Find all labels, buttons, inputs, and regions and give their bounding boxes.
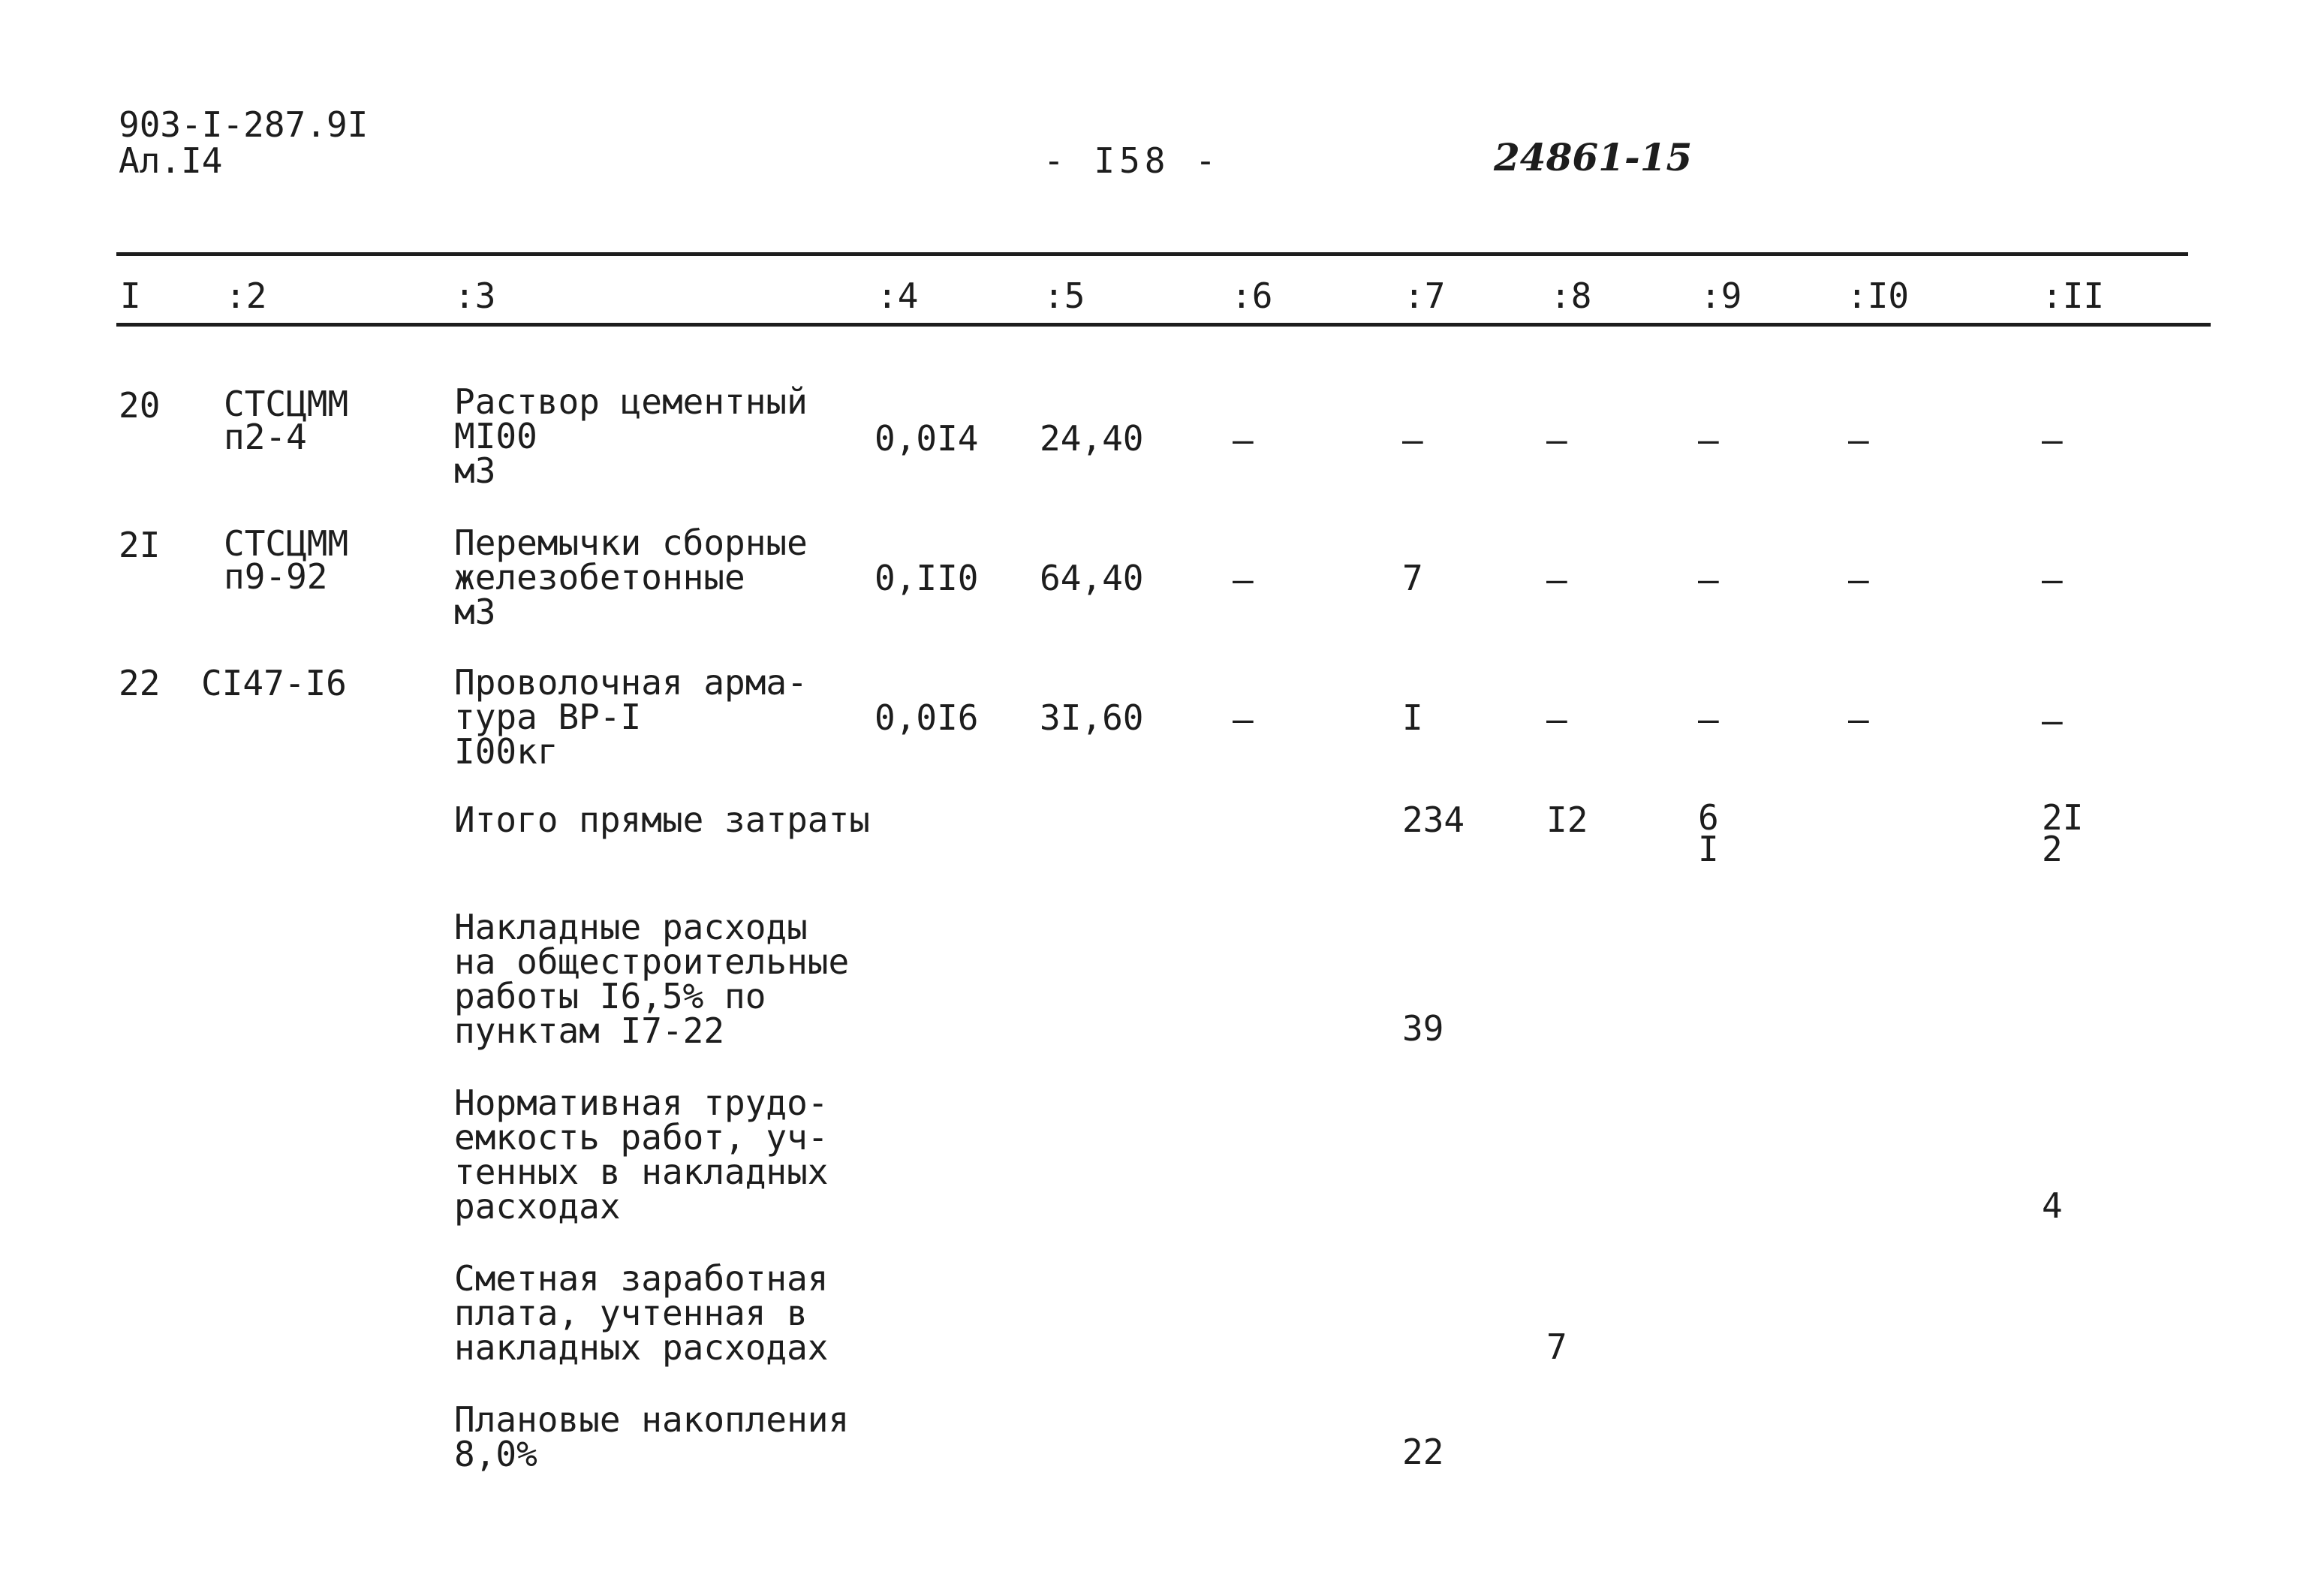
- row-name: Проволочная арма- тура ВР-I I00кг: [454, 662, 808, 772]
- row-c6: –: [1233, 559, 1254, 600]
- row-price: 64,40: [1040, 558, 1144, 598]
- overhead-label: Накладные расходы на общестроительные работы I6,5% по пунктам I7-22: [454, 907, 850, 1051]
- wages-c8: 7: [1546, 1326, 1567, 1367]
- labor-label: Нормативная трудо- емкость работ, уч- тенных в накладных расходах: [454, 1083, 829, 1227]
- labor-c11: 4: [2042, 1185, 2063, 1226]
- row-c10: –: [1848, 699, 1869, 739]
- col-header-4: :4: [877, 276, 919, 316]
- col-header-8: :8: [1550, 276, 1592, 316]
- row-c8: –: [1546, 420, 1567, 460]
- row-c9: –: [1698, 420, 1719, 460]
- row-c6: –: [1233, 420, 1254, 460]
- wages-label: Сметная заработная плата, учтенная в накладных расходах: [454, 1258, 829, 1368]
- totals-c7: 234: [1402, 800, 1465, 840]
- col-header-6: :6: [1231, 276, 1273, 316]
- table-top-rule: [116, 252, 2188, 256]
- row-code: СТСЦММ п9-92: [224, 523, 349, 597]
- col-header-2: :2: [225, 276, 267, 316]
- row-c10: –: [1848, 559, 1869, 600]
- row-number: 20: [119, 385, 161, 426]
- savings-label: Плановые накопления 8,0%: [454, 1399, 850, 1474]
- document-code: 903-I-287.9I: [119, 104, 369, 145]
- totals-c8: I2: [1546, 800, 1588, 840]
- row-quantity: 0,II0: [875, 558, 979, 598]
- row-price: 3I,60: [1040, 697, 1144, 738]
- totals-c11: 2I 2: [2042, 797, 2084, 869]
- row-c8: –: [1546, 559, 1567, 600]
- col-header-3: :3: [454, 276, 496, 316]
- col-header-9: :9: [1700, 276, 1742, 316]
- row-code: CI47-I6: [201, 663, 347, 703]
- col-header-5: :5: [1043, 276, 1085, 316]
- row-number: 22: [119, 663, 161, 703]
- handwritten-stamp: 24861-15: [1494, 135, 1693, 179]
- savings-c7: 22: [1402, 1432, 1444, 1472]
- page-number: - I58 -: [1043, 140, 1221, 181]
- row-c9: –: [1698, 559, 1719, 600]
- row-name: Раствор цементный МI00 м3: [454, 381, 808, 491]
- row-c11: –: [2042, 700, 2063, 741]
- col-header-1: I: [120, 276, 141, 316]
- row-name: Перемычки сборные железобетонные м3: [454, 522, 808, 632]
- header-bottom-rule: [116, 323, 2211, 327]
- row-quantity: 0,0I6: [875, 697, 979, 738]
- row-c7: –: [1402, 420, 1423, 460]
- totals-label: Итого прямые затраты: [454, 800, 870, 840]
- overhead-c7: 39: [1402, 1008, 1444, 1049]
- row-c7: 7: [1402, 558, 1423, 598]
- row-c7: I: [1402, 697, 1423, 738]
- col-header-10: :I0: [1847, 276, 1910, 316]
- sheet-label: Ал.I4: [119, 140, 223, 181]
- row-c8: –: [1546, 699, 1567, 739]
- row-code: СТСЦММ п2-4: [224, 384, 349, 457]
- row-price: 24,40: [1040, 418, 1144, 459]
- row-c10: –: [1848, 420, 1869, 460]
- row-c9: –: [1698, 699, 1719, 739]
- row-number: 2I: [119, 525, 161, 565]
- row-c11: –: [2042, 420, 2063, 460]
- totals-c9: 6 I: [1698, 797, 1719, 869]
- col-header-11: :II: [2042, 276, 2105, 316]
- row-c11: –: [2042, 559, 2063, 600]
- row-quantity: 0,0I4: [875, 418, 979, 459]
- col-header-7: :7: [1404, 276, 1446, 316]
- row-c6: –: [1233, 699, 1254, 739]
